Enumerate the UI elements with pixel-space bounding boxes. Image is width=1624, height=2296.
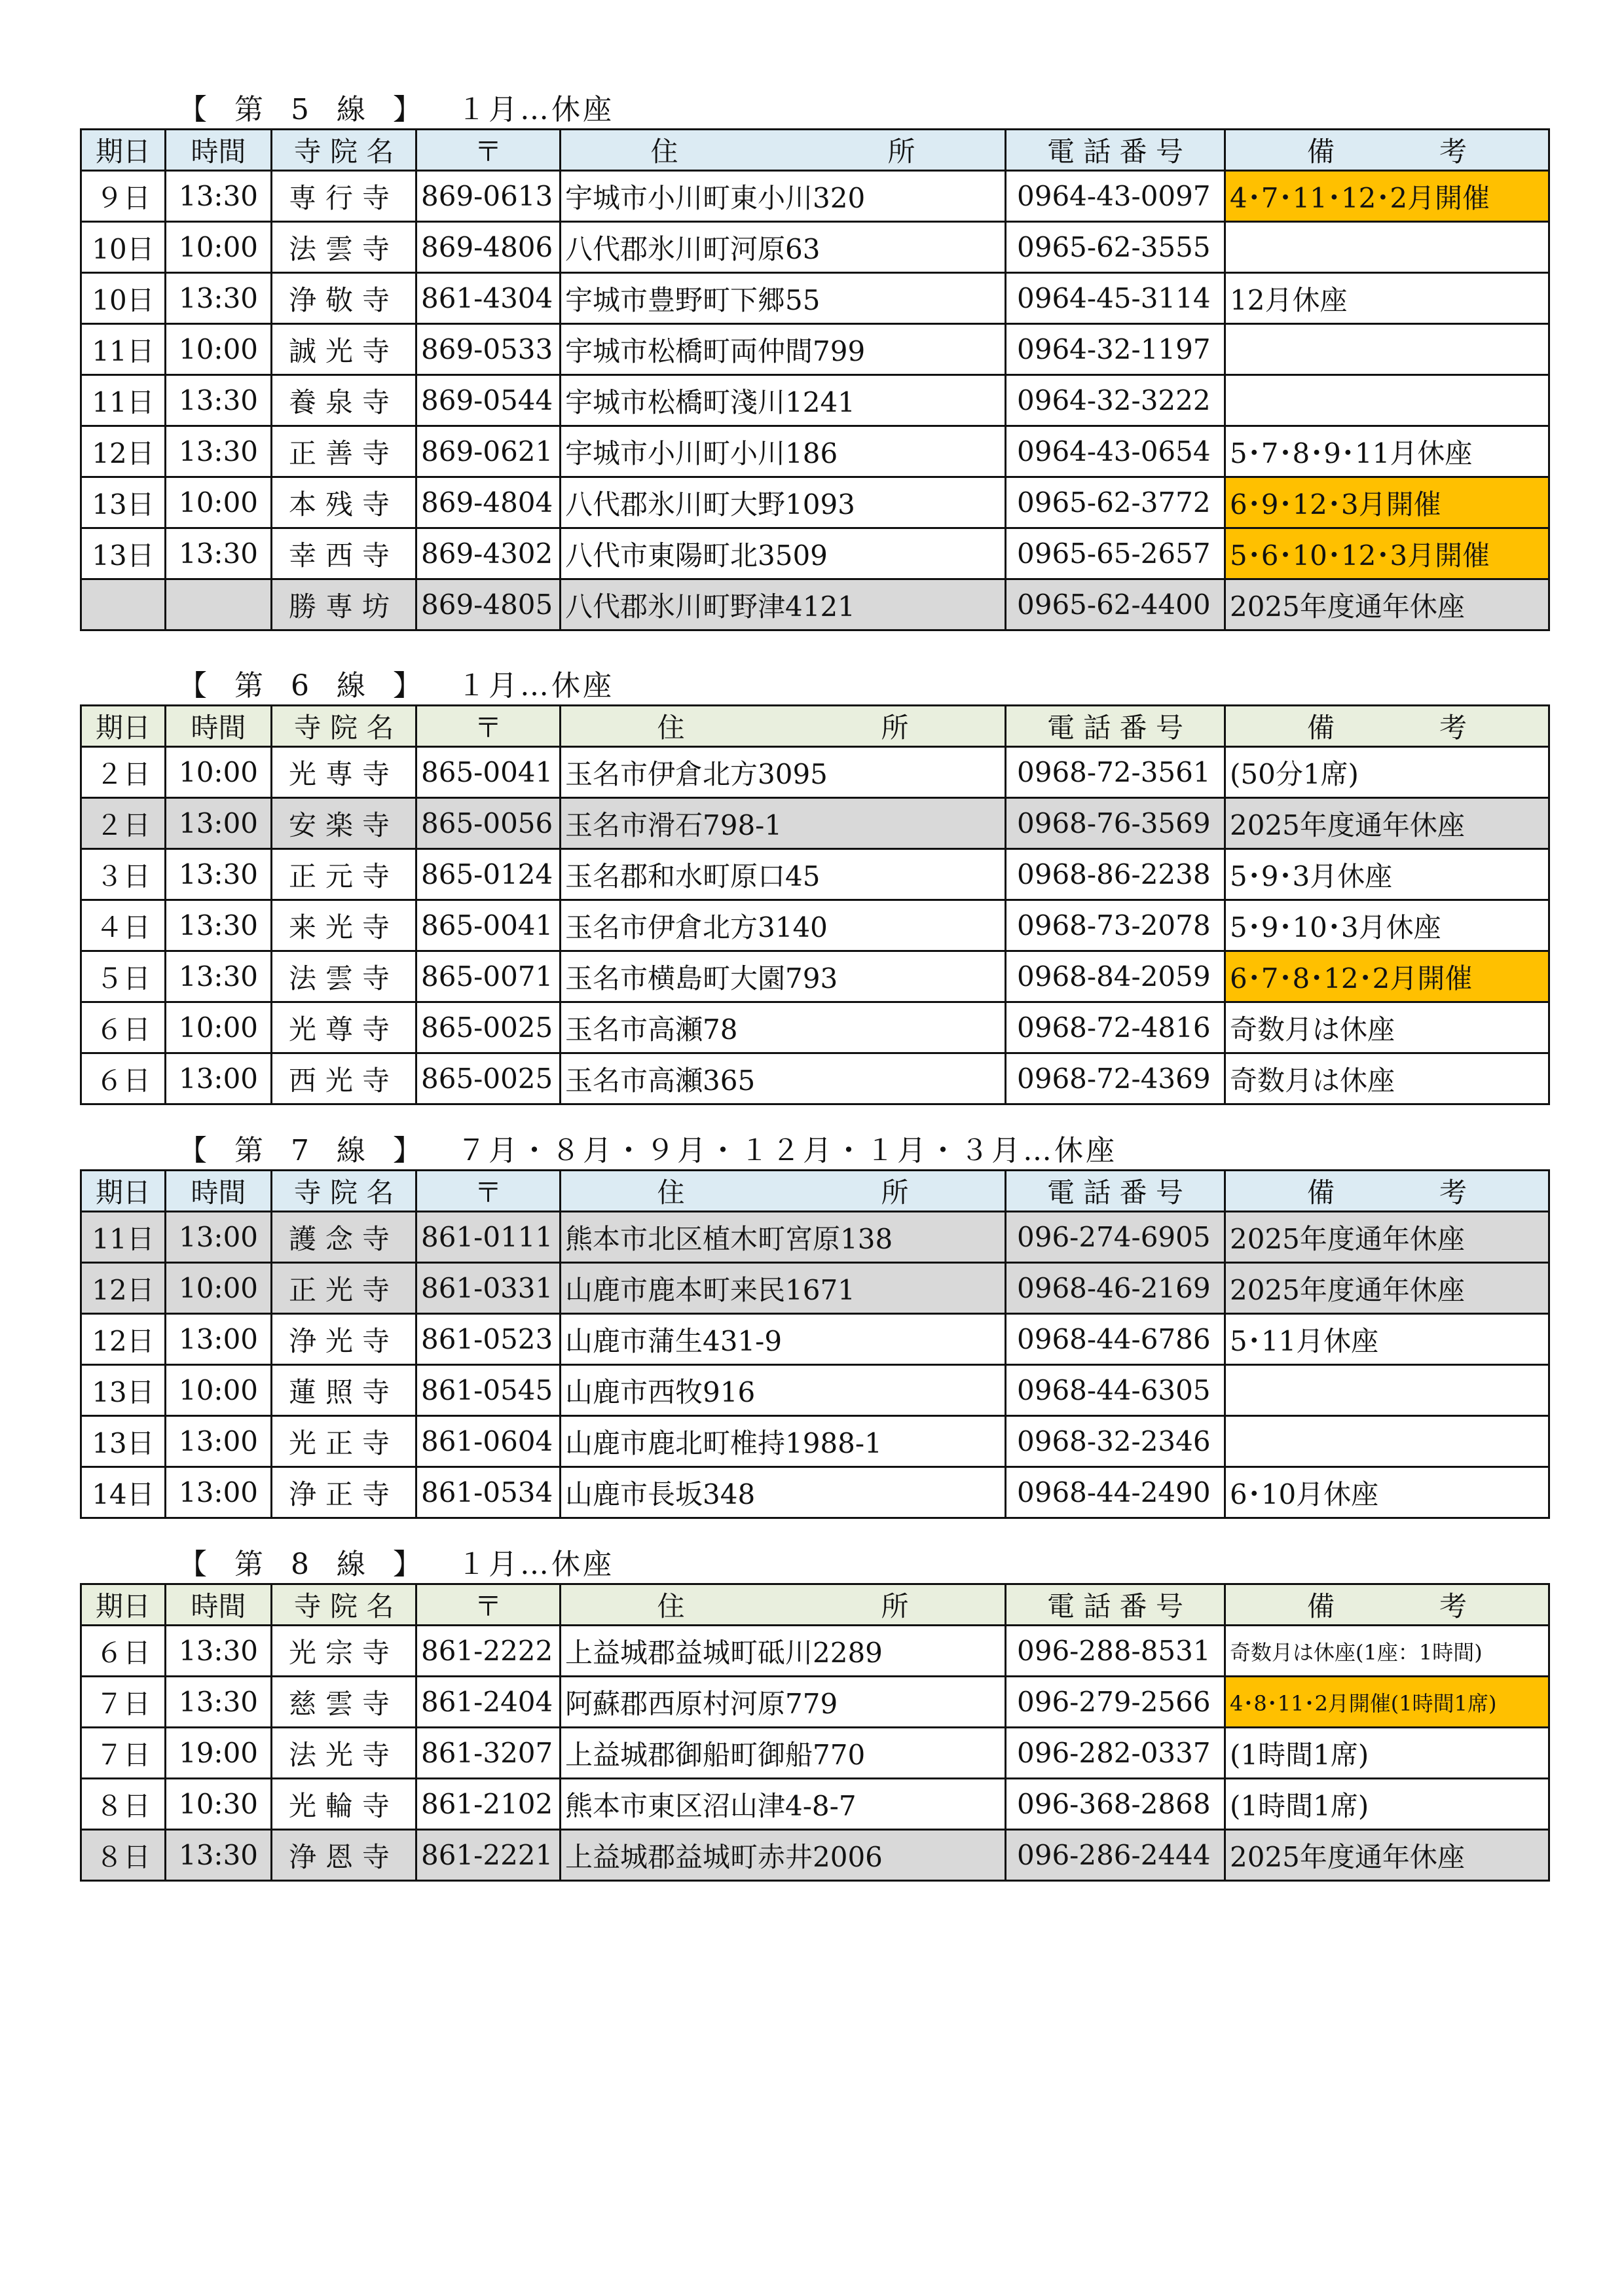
- header-note-a: 備: [1306, 136, 1335, 168]
- time-cell: 10:00: [166, 1002, 272, 1053]
- time-cell: 13:30: [166, 849, 272, 900]
- address-cell: 八代郡氷川町大野1093: [561, 477, 1006, 528]
- table-row: [81, 1053, 1549, 1104]
- temple-name-cell: 光正寺: [272, 1416, 416, 1467]
- section-title: [80, 92, 1548, 128]
- temple-name-cell: 慈雲寺: [272, 1677, 416, 1728]
- postal-code-cell: 865-0124: [416, 849, 561, 900]
- day-cell: ６日: [81, 1002, 166, 1053]
- header-temple: 寺 院 名: [272, 706, 416, 747]
- section-title: [80, 1133, 1548, 1169]
- day-cell: 12日: [81, 426, 166, 477]
- header-zip: 〒: [416, 130, 561, 171]
- phone-cell: 096-368-2868: [1006, 1779, 1225, 1830]
- header-address: [561, 1171, 1006, 1212]
- remarks-cell: [1225, 222, 1549, 273]
- closed-months-note: １月…休座: [456, 93, 614, 126]
- postal-code-cell: 861-0111: [416, 1212, 561, 1263]
- postal-code-cell: 861-0331: [416, 1263, 561, 1314]
- table-row: [81, 1314, 1549, 1365]
- postal-code-cell: 861-0534: [416, 1467, 561, 1518]
- temple-name-cell: 法雲寺: [272, 222, 416, 273]
- header-address: [561, 1584, 1006, 1626]
- postal-code-cell: 865-0041: [416, 900, 561, 951]
- header-time: 時間: [166, 1171, 272, 1212]
- remarks-cell: [1225, 324, 1549, 375]
- remarks-cell: 6･10月休座: [1225, 1467, 1549, 1518]
- header-zip: 〒: [416, 1171, 561, 1212]
- remarks-cell: [1225, 375, 1549, 426]
- remarks-cell: 2025年度通年休座: [1225, 1212, 1549, 1263]
- address-cell: 阿蘇郡西原村河原779: [561, 1677, 1006, 1728]
- closed-months-note: １月…休座: [456, 669, 614, 702]
- postal-code-cell: 869-0613: [416, 171, 561, 222]
- temple-name-cell: 浄光寺: [272, 1314, 416, 1365]
- phone-cell: 096-279-2566: [1006, 1677, 1225, 1728]
- phone-cell: 0964-32-1197: [1006, 324, 1225, 375]
- day-cell: 13日: [81, 1365, 166, 1416]
- table-row: [81, 324, 1549, 375]
- day-cell: ２日: [81, 798, 166, 849]
- section-title: [80, 668, 1548, 704]
- table-row: [81, 1467, 1549, 1518]
- header-address: [561, 130, 1006, 171]
- postal-code-cell: 869-0533: [416, 324, 561, 375]
- day-cell: ８日: [81, 1830, 166, 1881]
- phone-cell: 0964-32-3222: [1006, 375, 1225, 426]
- postal-code-cell: 865-0041: [416, 747, 561, 798]
- table-row: [81, 1728, 1549, 1779]
- time-cell: 19:00: [166, 1728, 272, 1779]
- header-address: [561, 706, 1006, 747]
- remarks-cell: 2025年度通年休座: [1225, 1263, 1549, 1314]
- address-cell: 宇城市小川町東小川320: [561, 171, 1006, 222]
- day-cell: ６日: [81, 1053, 166, 1104]
- day-cell: 14日: [81, 1467, 166, 1518]
- address-cell: 宇城市松橋町両仲間799: [561, 324, 1006, 375]
- temple-name-cell: 正光寺: [272, 1263, 416, 1314]
- header-zip: 〒: [416, 706, 561, 747]
- address-cell: 宇城市松橋町淺川1241: [561, 375, 1006, 426]
- phone-cell: 0968-44-6786: [1006, 1314, 1225, 1365]
- temple-name-cell: 光宗寺: [272, 1626, 416, 1677]
- table-row: [81, 900, 1549, 951]
- header-temple: 寺 院 名: [272, 1171, 416, 1212]
- header-note: [1225, 130, 1549, 171]
- address-cell: 宇城市小川町小川186: [561, 426, 1006, 477]
- time-cell: 10:00: [166, 747, 272, 798]
- temple-name-cell: 法雲寺: [272, 951, 416, 1002]
- day-cell: ５日: [81, 951, 166, 1002]
- temple-name-cell: 浄恩寺: [272, 1830, 416, 1881]
- remarks-cell: [1225, 1365, 1549, 1416]
- postal-code-cell: 861-0545: [416, 1365, 561, 1416]
- postal-code-cell: 865-0071: [416, 951, 561, 1002]
- remarks-cell: 2025年度通年休座: [1225, 798, 1549, 849]
- temple-name-cell: 光輪寺: [272, 1779, 416, 1830]
- header-note: [1225, 1171, 1549, 1212]
- phone-cell: 096-286-2444: [1006, 1830, 1225, 1881]
- temple-name-cell: 正善寺: [272, 426, 416, 477]
- postal-code-cell: 869-0621: [416, 426, 561, 477]
- schedule-table: [80, 1169, 1550, 1519]
- postal-code-cell: 869-4302: [416, 528, 561, 579]
- time-cell: 13:30: [166, 528, 272, 579]
- phone-cell: 0968-76-3569: [1006, 798, 1225, 849]
- remarks-cell: 6･9･12･3月開催: [1225, 477, 1549, 528]
- address-cell: 上益城郡益城町砥川2289: [561, 1626, 1006, 1677]
- postal-code-cell: 869-4805: [416, 579, 561, 630]
- table-row: [81, 477, 1549, 528]
- remarks-cell: 2025年度通年休座: [1225, 1830, 1549, 1881]
- header-note-b: 考: [1439, 1176, 1467, 1209]
- phone-cell: 0968-44-6305: [1006, 1365, 1225, 1416]
- header-day: 期日: [81, 706, 166, 747]
- day-cell: ９日: [81, 171, 166, 222]
- postal-code-cell: 861-2221: [416, 1830, 561, 1881]
- address-cell: 熊本市東区沼山津4-8-7: [561, 1779, 1006, 1830]
- remarks-cell: 4･7･11･12･2月開催: [1225, 171, 1549, 222]
- phone-cell: 0968-32-2346: [1006, 1416, 1225, 1467]
- section-line-7: [80, 1133, 1548, 1519]
- phone-cell: 0968-73-2078: [1006, 900, 1225, 951]
- line-number-title: 【 第 5 線 】: [178, 93, 431, 126]
- address-cell: 八代郡氷川町河原63: [561, 222, 1006, 273]
- day-cell: ７日: [81, 1728, 166, 1779]
- time-cell: 10:30: [166, 1779, 272, 1830]
- temple-name-cell: 光尊寺: [272, 1002, 416, 1053]
- postal-code-cell: 861-2222: [416, 1626, 561, 1677]
- temple-name-cell: 勝専坊: [272, 579, 416, 630]
- phone-cell: 0965-62-4400: [1006, 579, 1225, 630]
- header-tel: 電 話 番 号: [1006, 130, 1225, 171]
- temple-name-cell: 蓮照寺: [272, 1365, 416, 1416]
- header-day: 期日: [81, 1171, 166, 1212]
- temple-name-cell: 専行寺: [272, 171, 416, 222]
- header-tel: 電 話 番 号: [1006, 1584, 1225, 1626]
- header-zip: 〒: [416, 1584, 561, 1626]
- header-address-a: 住: [657, 712, 685, 744]
- closed-months-note: ７月・８月・９月・１２月・１月・３月…休座: [456, 1134, 1117, 1167]
- table-row: [81, 375, 1549, 426]
- temple-name-cell: 浄敬寺: [272, 273, 416, 324]
- time-cell: 13:30: [166, 171, 272, 222]
- remarks-cell: 2025年度通年休座: [1225, 579, 1549, 630]
- day-cell: ８日: [81, 1779, 166, 1830]
- address-cell: 山鹿市蒲生431-9: [561, 1314, 1006, 1365]
- header-address-a: 住: [650, 136, 718, 168]
- time-cell: 10:00: [166, 477, 272, 528]
- header-time: 時間: [166, 706, 272, 747]
- table-row: [81, 222, 1549, 273]
- day-cell: 11日: [81, 324, 166, 375]
- postal-code-cell: 869-4806: [416, 222, 561, 273]
- section-line-8: [80, 1546, 1548, 1882]
- time-cell: 10:00: [166, 1263, 272, 1314]
- table-row: [81, 1830, 1549, 1881]
- header-time: 時間: [166, 1584, 272, 1626]
- remarks-cell: (1時間1席): [1225, 1779, 1549, 1830]
- table-header: [81, 706, 1549, 747]
- remarks-cell: 奇数月は休座: [1225, 1053, 1549, 1104]
- phone-cell: 0968-86-2238: [1006, 849, 1225, 900]
- time-cell: 13:30: [166, 951, 272, 1002]
- address-cell: 上益城郡益城町赤井2006: [561, 1830, 1006, 1881]
- phone-cell: 0964-43-0097: [1006, 171, 1225, 222]
- postal-code-cell: 861-2102: [416, 1779, 561, 1830]
- section-line-5: [80, 92, 1548, 631]
- table-row: [81, 1677, 1549, 1728]
- day-cell: 12日: [81, 1263, 166, 1314]
- header-address-b: 所: [881, 1590, 909, 1622]
- address-cell: 山鹿市鹿北町椎持1988-1: [561, 1416, 1006, 1467]
- remarks-cell: 奇数月は休座(1座：1時間): [1225, 1626, 1549, 1677]
- temple-name-cell: 本残寺: [272, 477, 416, 528]
- table-row: [81, 171, 1549, 222]
- time-cell: 10:00: [166, 1365, 272, 1416]
- table-row: [81, 273, 1549, 324]
- time-cell: 13:00: [166, 1467, 272, 1518]
- closed-months-note: １月…休座: [456, 1548, 614, 1581]
- header-address-a: 住: [657, 1590, 685, 1622]
- time-cell: 13:00: [166, 1416, 272, 1467]
- section-line-6: [80, 668, 1548, 1105]
- table-row: [81, 1779, 1549, 1830]
- postal-code-cell: 861-4304: [416, 273, 561, 324]
- address-cell: 上益城郡御船町御船770: [561, 1728, 1006, 1779]
- phone-cell: 0968-44-2490: [1006, 1467, 1225, 1518]
- address-cell: 山鹿市鹿本町来民1671: [561, 1263, 1006, 1314]
- temple-name-cell: 誠光寺: [272, 324, 416, 375]
- section-title: [80, 1546, 1548, 1583]
- phone-cell: 0968-72-3561: [1006, 747, 1225, 798]
- temple-name-cell: 浄正寺: [272, 1467, 416, 1518]
- day-cell: 12日: [81, 1314, 166, 1365]
- header-note-a: 備: [1306, 1176, 1335, 1209]
- day-cell: 10日: [81, 222, 166, 273]
- header-address-b: 所: [887, 136, 915, 168]
- remarks-cell: 5･6･10･12･3月開催: [1225, 528, 1549, 579]
- address-cell: 八代市東陽町北3509: [561, 528, 1006, 579]
- remarks-cell: 5･11月休座: [1225, 1314, 1549, 1365]
- table-row: [81, 1212, 1549, 1263]
- header-note: [1225, 1584, 1549, 1626]
- day-cell: ２日: [81, 747, 166, 798]
- remarks-cell: [1225, 1416, 1549, 1467]
- phone-cell: 0965-65-2657: [1006, 528, 1225, 579]
- remarks-cell: 奇数月は休座: [1225, 1002, 1549, 1053]
- day-cell: [81, 579, 166, 630]
- temple-name-cell: 来光寺: [272, 900, 416, 951]
- time-cell: 13:00: [166, 1314, 272, 1365]
- postal-code-cell: 861-0523: [416, 1314, 561, 1365]
- temple-name-cell: 安楽寺: [272, 798, 416, 849]
- table-row: [81, 951, 1549, 1002]
- address-cell: 玉名市伊倉北方3140: [561, 900, 1006, 951]
- line-number-title: 【 第 8 線 】: [178, 1548, 431, 1581]
- phone-cell: 0964-43-0654: [1006, 426, 1225, 477]
- day-cell: ７日: [81, 1677, 166, 1728]
- time-cell: 13:30: [166, 1626, 272, 1677]
- postal-code-cell: 865-0056: [416, 798, 561, 849]
- table-row: [81, 849, 1549, 900]
- table-header: [81, 1584, 1549, 1626]
- table-row: [81, 1263, 1549, 1314]
- header-note-a: 備: [1306, 1590, 1335, 1622]
- header-note-b: 考: [1439, 712, 1467, 744]
- time-cell: 13:00: [166, 1053, 272, 1104]
- postal-code-cell: 861-2404: [416, 1677, 561, 1728]
- day-cell: ３日: [81, 849, 166, 900]
- line-number-title: 【 第 7 線 】: [178, 1134, 431, 1167]
- schedule-table: [80, 128, 1550, 631]
- time-cell: 13:30: [166, 1830, 272, 1881]
- remarks-cell: 5･7･8･9･11月休座: [1225, 426, 1549, 477]
- phone-cell: 0965-62-3772: [1006, 477, 1225, 528]
- postal-code-cell: 865-0025: [416, 1002, 561, 1053]
- temple-name-cell: 正元寺: [272, 849, 416, 900]
- day-cell: 13日: [81, 1416, 166, 1467]
- remarks-cell: 4･8･11･2月開催(1時間1席): [1225, 1677, 1549, 1728]
- day-cell: 10日: [81, 273, 166, 324]
- schedule-table: [80, 1583, 1550, 1882]
- header-note-a: 備: [1306, 712, 1335, 744]
- day-cell: 11日: [81, 1212, 166, 1263]
- remarks-cell: 5･9･3月休座: [1225, 849, 1549, 900]
- table-header: [81, 1171, 1549, 1212]
- line-number-title: 【 第 6 線 】: [178, 669, 431, 702]
- table-row: [81, 426, 1549, 477]
- day-cell: 13日: [81, 477, 166, 528]
- table-row: [81, 747, 1549, 798]
- header-address-b: 所: [881, 1176, 909, 1209]
- header-day: 期日: [81, 1584, 166, 1626]
- phone-cell: 0968-84-2059: [1006, 951, 1225, 1002]
- time-cell: [166, 579, 272, 630]
- phone-cell: 0965-62-3555: [1006, 222, 1225, 273]
- address-cell: 玉名市高瀬365: [561, 1053, 1006, 1104]
- header-time: 時間: [166, 130, 272, 171]
- remarks-cell: (50分1席): [1225, 747, 1549, 798]
- time-cell: 13:00: [166, 1212, 272, 1263]
- day-cell: ４日: [81, 900, 166, 951]
- address-cell: 山鹿市長坂348: [561, 1467, 1006, 1518]
- header-note: [1225, 706, 1549, 747]
- header-tel: 電 話 番 号: [1006, 1171, 1225, 1212]
- phone-cell: 0968-72-4816: [1006, 1002, 1225, 1053]
- day-cell: 11日: [81, 375, 166, 426]
- schedule-table: [80, 704, 1550, 1105]
- address-cell: 八代郡氷川町野津4121: [561, 579, 1006, 630]
- address-cell: 玉名郡和水町原口45: [561, 849, 1006, 900]
- table-header: [81, 130, 1549, 171]
- time-cell: 13:30: [166, 426, 272, 477]
- header-temple: 寺 院 名: [272, 130, 416, 171]
- header-address-b: 所: [881, 712, 909, 744]
- time-cell: 13:00: [166, 798, 272, 849]
- remarks-cell: (1時間1席): [1225, 1728, 1549, 1779]
- header-day: 期日: [81, 130, 166, 171]
- table-row: [81, 528, 1549, 579]
- table-row: [81, 1416, 1549, 1467]
- table-row: [81, 798, 1549, 849]
- phone-cell: 0968-72-4369: [1006, 1053, 1225, 1104]
- time-cell: 13:30: [166, 375, 272, 426]
- remarks-cell: 6･7･8･12･2月開催: [1225, 951, 1549, 1002]
- address-cell: 山鹿市西牧916: [561, 1365, 1006, 1416]
- header-note-b: 考: [1439, 1590, 1467, 1622]
- day-cell: 13日: [81, 528, 166, 579]
- postal-code-cell: 869-0544: [416, 375, 561, 426]
- time-cell: 10:00: [166, 324, 272, 375]
- table-row: [81, 1626, 1549, 1677]
- temple-name-cell: 護念寺: [272, 1212, 416, 1263]
- address-cell: 熊本市北区植木町宮原138: [561, 1212, 1006, 1263]
- time-cell: 13:30: [166, 1677, 272, 1728]
- address-cell: 玉名市滑石798-1: [561, 798, 1006, 849]
- phone-cell: 096-288-8531: [1006, 1626, 1225, 1677]
- phone-cell: 0964-45-3114: [1006, 273, 1225, 324]
- header-address-a: 住: [657, 1176, 685, 1209]
- postal-code-cell: 869-4804: [416, 477, 561, 528]
- phone-cell: 096-274-6905: [1006, 1212, 1225, 1263]
- table-row: [81, 1365, 1549, 1416]
- address-cell: 玉名市伊倉北方3095: [561, 747, 1006, 798]
- day-cell: ６日: [81, 1626, 166, 1677]
- address-cell: 玉名市高瀬78: [561, 1002, 1006, 1053]
- table-row: [81, 579, 1549, 630]
- header-note-b: 考: [1439, 136, 1467, 168]
- time-cell: 13:30: [166, 273, 272, 324]
- phone-cell: 096-282-0337: [1006, 1728, 1225, 1779]
- postal-code-cell: 861-3207: [416, 1728, 561, 1779]
- time-cell: 10:00: [166, 222, 272, 273]
- temple-name-cell: 法光寺: [272, 1728, 416, 1779]
- temple-name-cell: 幸西寺: [272, 528, 416, 579]
- remarks-cell: 12月休座: [1225, 273, 1549, 324]
- postal-code-cell: 865-0025: [416, 1053, 561, 1104]
- remarks-cell: 5･9･10･3月休座: [1225, 900, 1549, 951]
- header-temple: 寺 院 名: [272, 1584, 416, 1626]
- header-tel: 電 話 番 号: [1006, 706, 1225, 747]
- temple-name-cell: 光専寺: [272, 747, 416, 798]
- phone-cell: 0968-46-2169: [1006, 1263, 1225, 1314]
- postal-code-cell: 861-0604: [416, 1416, 561, 1467]
- time-cell: 13:30: [166, 900, 272, 951]
- temple-name-cell: 養泉寺: [272, 375, 416, 426]
- address-cell: 玉名市横島町大園793: [561, 951, 1006, 1002]
- temple-name-cell: 西光寺: [272, 1053, 416, 1104]
- address-cell: 宇城市豊野町下郷55: [561, 273, 1006, 324]
- table-row: [81, 1002, 1549, 1053]
